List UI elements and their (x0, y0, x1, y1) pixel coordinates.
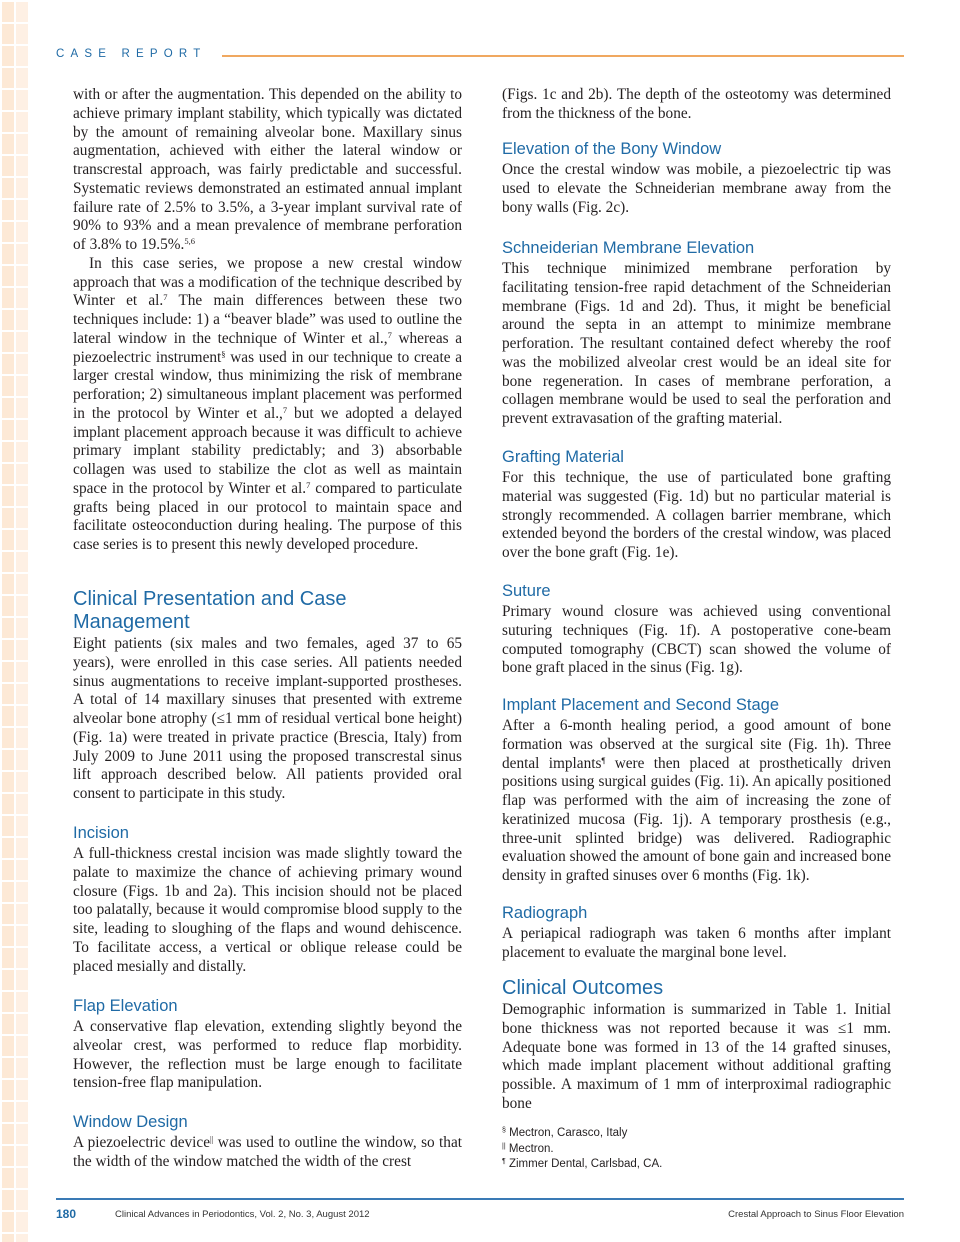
paragraph (502, 469, 891, 563)
section-cont (502, 86, 891, 124)
citation-superscript: ¶ (601, 754, 606, 765)
text-run: with or after the augmentation. This depended on the ability to achieve primary implant stability, which typically was dictated by the amount of remaining alveolar bone. Maxillary sinus augmentation, achieved with either the lateral window or transcrestal approach, was fairly predictable and successful. Systematic reviews demonstrated an estimated annual implant failure rate of 2.5% to 3.5%, a 3-year implant survival rate of 90% to 93% and a mean prevalence of membrane perforation of 3.8% to 19.5%. (73, 86, 462, 253)
footnote (502, 1126, 662, 1142)
paragraph (73, 1018, 462, 1093)
text-run: (Figs. 1c and 2b). The depth of the osteotomy was determined from the thickness of the bone. (502, 86, 891, 122)
page-number: 180 (56, 1207, 77, 1221)
section-flap-elevation (73, 996, 462, 1093)
paragraph (73, 845, 462, 976)
header-rule (222, 55, 904, 57)
citation-superscript: 7 (387, 329, 392, 340)
paragraph (502, 260, 891, 429)
paragraph (502, 717, 891, 886)
footnote-mark: || (502, 1142, 506, 1150)
text-run: A periapical radiograph was taken 6 months after implant placement to evaluate the marginal bone level. (502, 925, 891, 961)
section-clinical-outcomes (502, 977, 891, 1114)
journal-citation: Clinical Advances in Periodontics, Vol. 2, No. 3, August 2012 (115, 1209, 370, 1220)
citation-superscript: 7 (282, 404, 288, 415)
section-heading: Elevation of the Bony Window (502, 140, 722, 158)
text-run: were then placed at prosthetically driven positions using surgical guides (Fig. 1i). An apically positioned flap was performed with the aim of increasing the zone of keratinized mucosa (Fig. 1j). A temporary prosthesis (e.g., three-unit splinted bridge) was delivered. Radiographic evaluation showed the amount of bone gain and increased bone density in grafted sinuses over 6 months (Fig. 1k). (502, 754, 891, 884)
text-run: whereas a piezoelectric instrument (73, 329, 462, 366)
running-header: CASE REPORT (56, 48, 207, 60)
footnote (502, 1142, 662, 1158)
decorative-margin-overlay (14, 0, 28, 1242)
text-run: After a 6-month healing period, a good amount of bone formation was observed at the surgical site (Fig. 1h). Three dental implants (502, 717, 891, 772)
text-run: Eight patients (six males and two females, aged 37 to 65 years), were enrolled in this case series. All patients needed sinus augmentations to receive implant-supported prostheses. A total of 14 maxillary sinuses that presented with extreme alveolar bone atrophy (≤1 mm of residual vertical bone height) (Fig. 1a) were treated in private practice (Brescia, Italy) from July 2009 to June 2011 using the proposed transcrestal sinus lift approach described below. All patients provided oral consent to participate in this study. (73, 635, 462, 802)
paragraph (502, 925, 891, 963)
footnote (502, 1157, 662, 1173)
footnote-text: Mectron, Carasco, Italy (509, 1127, 628, 1139)
section-heading: Grafting Material (502, 448, 624, 466)
text-run: A full-thickness crestal incision was made slightly toward the palate to maximize the chance of achieving primary wound closure (Figs. 1b and 2a). This incision should not be placed too palatally, because it would compromise blood supply to the site, leading to sloughing of the flaps and wound dehiscence. To facilitate access, a vertical or oblique release could be placed mesially and distally. (73, 845, 462, 975)
text-run: The main differences between these two techniques include: 1) a “beaver blade” was used to outline the lateral window in the technique of Winter et al., (73, 292, 462, 347)
paragraph (502, 161, 891, 217)
citation-superscript: || (210, 1134, 214, 1144)
paragraph (502, 86, 891, 124)
footer-rule (56, 1198, 904, 1200)
section-heading: Clinical Outcomes (502, 977, 664, 999)
citation-superscript: 7 (163, 292, 168, 303)
paragraph (73, 255, 462, 555)
text-run: was used to outline the window, so that the width of the window matched the width of the crest (73, 1134, 462, 1170)
text-run: A conservative flap elevation, extending slightly beyond the alveolar crest, was performed to reduce flap morbidity. However, the reflection must be large enough to facilitate tension-free flap manipulation. (73, 1018, 462, 1092)
footnotes (502, 1126, 662, 1173)
section-incision (73, 823, 462, 976)
citation-superscript: 7 (306, 479, 311, 490)
text-run: Primary wound closure was achieved using conventional suturing techniques (Fig. 1f). A postoperative cone-beam computed tomography (CBCT) scan showed the volume of bone graft placed in the sinus (Fig. 1g). (502, 603, 891, 677)
footnote-mark: ¶ (502, 1158, 506, 1165)
section-heading: Suture (502, 582, 551, 600)
footnote-text: Zimmer Dental, Carlsbad, CA. (508, 1158, 663, 1170)
section-radiograph (502, 903, 891, 963)
section-heading: Schneiderian Membrane Elevation (502, 239, 755, 257)
footnote-text: Mectron. (508, 1142, 554, 1155)
text-run: In this case series, we propose a new crestal window approach that was a modification of the technique described by Winter et al. (73, 254, 462, 310)
section-heading: Flap Elevation (73, 997, 178, 1015)
section-grafting (502, 447, 891, 563)
text-run: Once the crestal window was mobile, a piezoelectric tip was used to elevate the Schneiderian membrane away from the bony walls (Fig. 2c). (502, 161, 891, 216)
section-heading: Implant Placement and Second Stage (502, 696, 780, 714)
section-implant-placement (502, 695, 891, 886)
text-run: compared to particulate grafts being placed in our protocol to maintain space and facilitate osteoconduction during healing. The purpose of this case series is to present this newly developed procedure. (73, 479, 462, 553)
section-elevation-bony-window (502, 139, 891, 217)
section-intro (73, 86, 462, 555)
section-heading: Incision (73, 824, 129, 842)
paragraph (73, 1134, 462, 1172)
section-heading: Clinical Presentation and Case Management (73, 588, 347, 633)
text-run: but we adopted a delayed implant placement approach because it was difficult to achieve primary implant stability predictably; and 3) absorbable collagen was used to stabilize the clot as well as maintain space in the protocol by Winter et al. (73, 404, 463, 497)
paragraph (502, 1001, 891, 1114)
section-heading: Radiograph (502, 904, 588, 922)
paragraph (73, 635, 462, 804)
section-clinical-presentation (73, 588, 462, 804)
citation-superscript: 5,6 (184, 236, 195, 246)
section-heading: Window Design (73, 1113, 188, 1131)
text-run: This technique minimized membrane perforation by facilitating tension-free rapid detachment of the Schneiderian membrane (Figs. 1d and 2d). Thus, it might be beneficial around the septa in an attempt to minimize membrane perforation. The resultant contained defect whereby the roof was the mobilized alveolar crest would be an ideal site for bone regeneration. In cases of membrane perforation, a collagen membrane would be used to seal the perforation and prevent extravasation of the grafting material. (502, 260, 891, 427)
text-run: was used in our technique to create a larger crestal window, thus minimizing the risk of membrane perforation; 2) simultaneous implant placement was performed in the protocol by Winter et al., (73, 348, 462, 422)
section-schneiderian (502, 238, 891, 429)
section-suture (502, 581, 891, 678)
footnote-mark: § (502, 1127, 506, 1134)
text-run: A piezoelectric device (73, 1134, 211, 1151)
text-run: For this technique, the use of particulated bone grafting material was suggested (Fig. 1d) but no particular material is strongly recommended. A collagen barrier membrane, which extended beyond the borders of the crestal window, was placed over the bone graft (Fig. 1e). (502, 469, 891, 561)
short-title: Crestal Approach to Sinus Floor Elevation (728, 1209, 904, 1220)
text-run: Demographic information is summarized in Table 1. Initial bone thickness was not reported because it was ≤1 mm. Adequate bone was formed in 13 of the 14 grafted sinuses, which made implant placement without additional grafting possible. A maximum of 1 mm of interproximal radiographic bone (502, 1001, 891, 1112)
paragraph (73, 86, 462, 255)
paragraph (502, 603, 891, 678)
citation-superscript: § (221, 348, 226, 359)
section-window-design (73, 1112, 462, 1172)
